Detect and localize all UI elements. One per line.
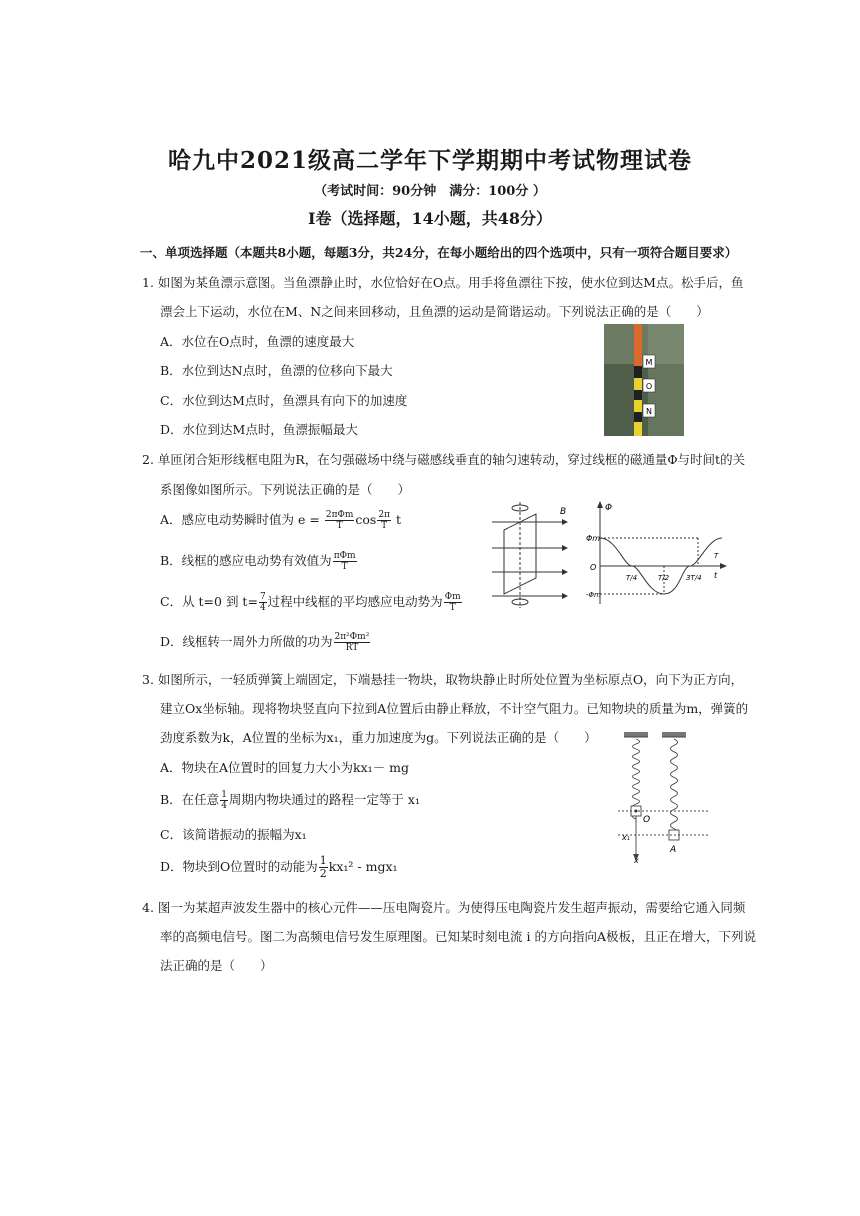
- q2-d-text: D．线框转一周外力所做的功为: [160, 634, 333, 649]
- q3-option-d: [160, 855, 398, 880]
- q2-flux-graph: [586, 500, 728, 610]
- q4-line1: 4. 图一为某超声波发生器中的核心元件——压电陶瓷片。为使得压电陶瓷片发生超声振动，需要给它通入同频: [142, 900, 746, 915]
- q3-line3: 劲度系数为k，A位置的坐标为x₁，重力加速度为g。下列说法正确的是（ ）: [160, 730, 597, 745]
- q3-d-den: 2: [319, 867, 327, 880]
- q3-b-rest: 周期内物块通过的路程一定等于 x₁: [228, 792, 420, 807]
- q3-fig-x-label: x: [634, 856, 639, 864]
- q2-graph-phim-label: Φm: [586, 534, 601, 543]
- exam-subtitle: （考试时间：90分钟 满分：100分 ）: [314, 184, 546, 199]
- q3-fig-x1-label: x₁: [622, 833, 630, 842]
- exam-title: 哈九中2021级高二学年下学期期中考试物理试卷: [167, 147, 692, 174]
- q2-graph-t-label: t: [714, 571, 718, 580]
- q1-fig-label-m: M: [645, 358, 653, 367]
- q2-graph-origin-label: O: [590, 563, 597, 572]
- q3-d-fraction: [319, 855, 328, 880]
- q1-float-figure: [604, 324, 684, 436]
- q2-c-num2: Φm: [444, 592, 461, 602]
- q3-fig-a-label: A: [670, 845, 677, 855]
- q1-fig-label-n: N: [646, 407, 652, 416]
- q2-graph-phi-label: Φ: [605, 503, 613, 513]
- q2-b-text: B．线框的感应电动势有效值为: [160, 553, 332, 568]
- q2-a-num1: 2πΦm: [325, 510, 354, 520]
- q3-d-rest: kx₁² - mgx₁: [328, 859, 398, 874]
- q1-fig-label-o: O: [645, 382, 653, 391]
- q3-b-text: B．在任意: [160, 792, 220, 807]
- q2-c-fraction-1: [259, 592, 267, 613]
- q2-graph-tick-period: T: [714, 552, 719, 560]
- q3-option-b: [160, 790, 420, 811]
- q2-line1: 2. 单匝闭合矩形线框电阻为R，在匀强磁场中绕与磁感线垂直的轴匀速转动，穿过线框的磁通量Φ与时间t的关: [142, 452, 746, 467]
- q2-a-fraction-2: [377, 510, 391, 531]
- q2-c-fraction-2: [444, 592, 462, 613]
- q3-d-text: D．物块到O位置时的动能为: [160, 859, 318, 874]
- q1-option-b: B．水位到达N点时，鱼漂的位移向下最大: [160, 363, 393, 378]
- q2-fig-b-label: B: [560, 507, 567, 517]
- q2-a-fraction-1: [325, 510, 355, 531]
- q2-a-text: A．感应电动势瞬时值为 e =: [160, 512, 320, 527]
- q2-option-c: [160, 592, 463, 613]
- q2-d-num: 2π²Φm²: [334, 632, 370, 642]
- q2-c-mid: 过程中线框的平均感应电动势为: [267, 594, 443, 609]
- q2-option-d: [160, 632, 371, 653]
- q3-b-num: 1: [221, 790, 227, 800]
- q2-c-den1: 4: [259, 603, 266, 613]
- q2-a-num2: 2π: [378, 510, 391, 520]
- q2-a-cos: cos: [355, 512, 377, 527]
- q2-option-b: [160, 551, 358, 572]
- q2-graph-neg-phim-label: -Φm: [586, 591, 601, 599]
- q3-option-c: C．该简谐振动的振幅为x₁: [160, 827, 307, 842]
- q3-b-den: 4: [221, 801, 227, 811]
- q2-a-t: t: [396, 512, 402, 527]
- q3-line1: 3. 如图所示，一轻质弹簧上端固定，下端悬挂一物块，取物块静止时所处位置为坐标原点O，向下为正方向，: [142, 672, 744, 687]
- q4-line2: 率的高频电信号。图二为高频电信号发生原理图。已知某时刻电流 i 的方向指向A极板，且正在增大，下列说: [160, 929, 756, 944]
- q2-line2: 系图像如图所示。下列说法正确的是（ ）: [160, 482, 411, 497]
- q2-a-den2: T: [381, 521, 388, 531]
- q2-graph-tick-quarter: T/4: [626, 574, 638, 582]
- q1-option-a: A．水位在O点时，鱼漂的速度最大: [160, 334, 355, 349]
- q3-fig-origin-label: O: [643, 815, 651, 825]
- q3-spring-figure: [612, 730, 726, 864]
- q2-coil-figure: [490, 500, 570, 610]
- q2-c-num1: 7: [259, 592, 266, 602]
- q2-graph-tick-half: T/2: [658, 574, 670, 582]
- q3-option-a: A．物块在A位置时的回复力大小为kx₁－ mg: [160, 760, 410, 775]
- q4-line3: 法正确的是（ ）: [160, 958, 273, 973]
- part1-heading: 一、单项选择题（本题共8小题，每题3分，共24分，在每小题给出的四个选项中，只有一项符合题目要求）: [140, 245, 738, 260]
- q2-c-text: C．从 t=0 到 t=: [160, 594, 258, 609]
- q2-b-den: T: [341, 562, 348, 572]
- q1-line1: 1. 如图为某鱼漂示意图。当鱼漂静止时，水位恰好在O点。用手将鱼漂往下按，使水位到达M点。松手后，鱼: [142, 275, 744, 290]
- q2-c-den2: T: [449, 603, 456, 613]
- q2-b-num: πΦm: [333, 551, 356, 561]
- q2-graph-tick-three-quarter: 3T/4: [686, 574, 702, 582]
- section-title: I卷（选择题，14小题，共48分）: [307, 209, 553, 228]
- q2-d-den: RT: [345, 643, 359, 653]
- q1-line2: 漂会上下运动，水位在M、N之间来回移动，且鱼漂的运动是简谐运动。下列说法正确的是（ ）: [160, 304, 709, 319]
- q2-b-fraction: [333, 551, 357, 572]
- q2-d-fraction: [334, 632, 371, 653]
- q1-option-c: C．水位到达M点时，鱼漂具有向下的加速度: [160, 393, 408, 408]
- q3-d-num: 1: [319, 854, 327, 867]
- q1-option-d: D．水位到达M点时，鱼漂振幅最大: [160, 422, 358, 437]
- q2-a-den1: T: [336, 521, 343, 531]
- q3-line2: 建立Ox坐标轴。现将物块竖直向下拉到A位置后由静止释放，不计空气阻力。已知物块的质量为m，弹簧的: [160, 701, 749, 716]
- q2-option-a: [160, 510, 401, 531]
- q3-b-fraction: [220, 790, 228, 811]
